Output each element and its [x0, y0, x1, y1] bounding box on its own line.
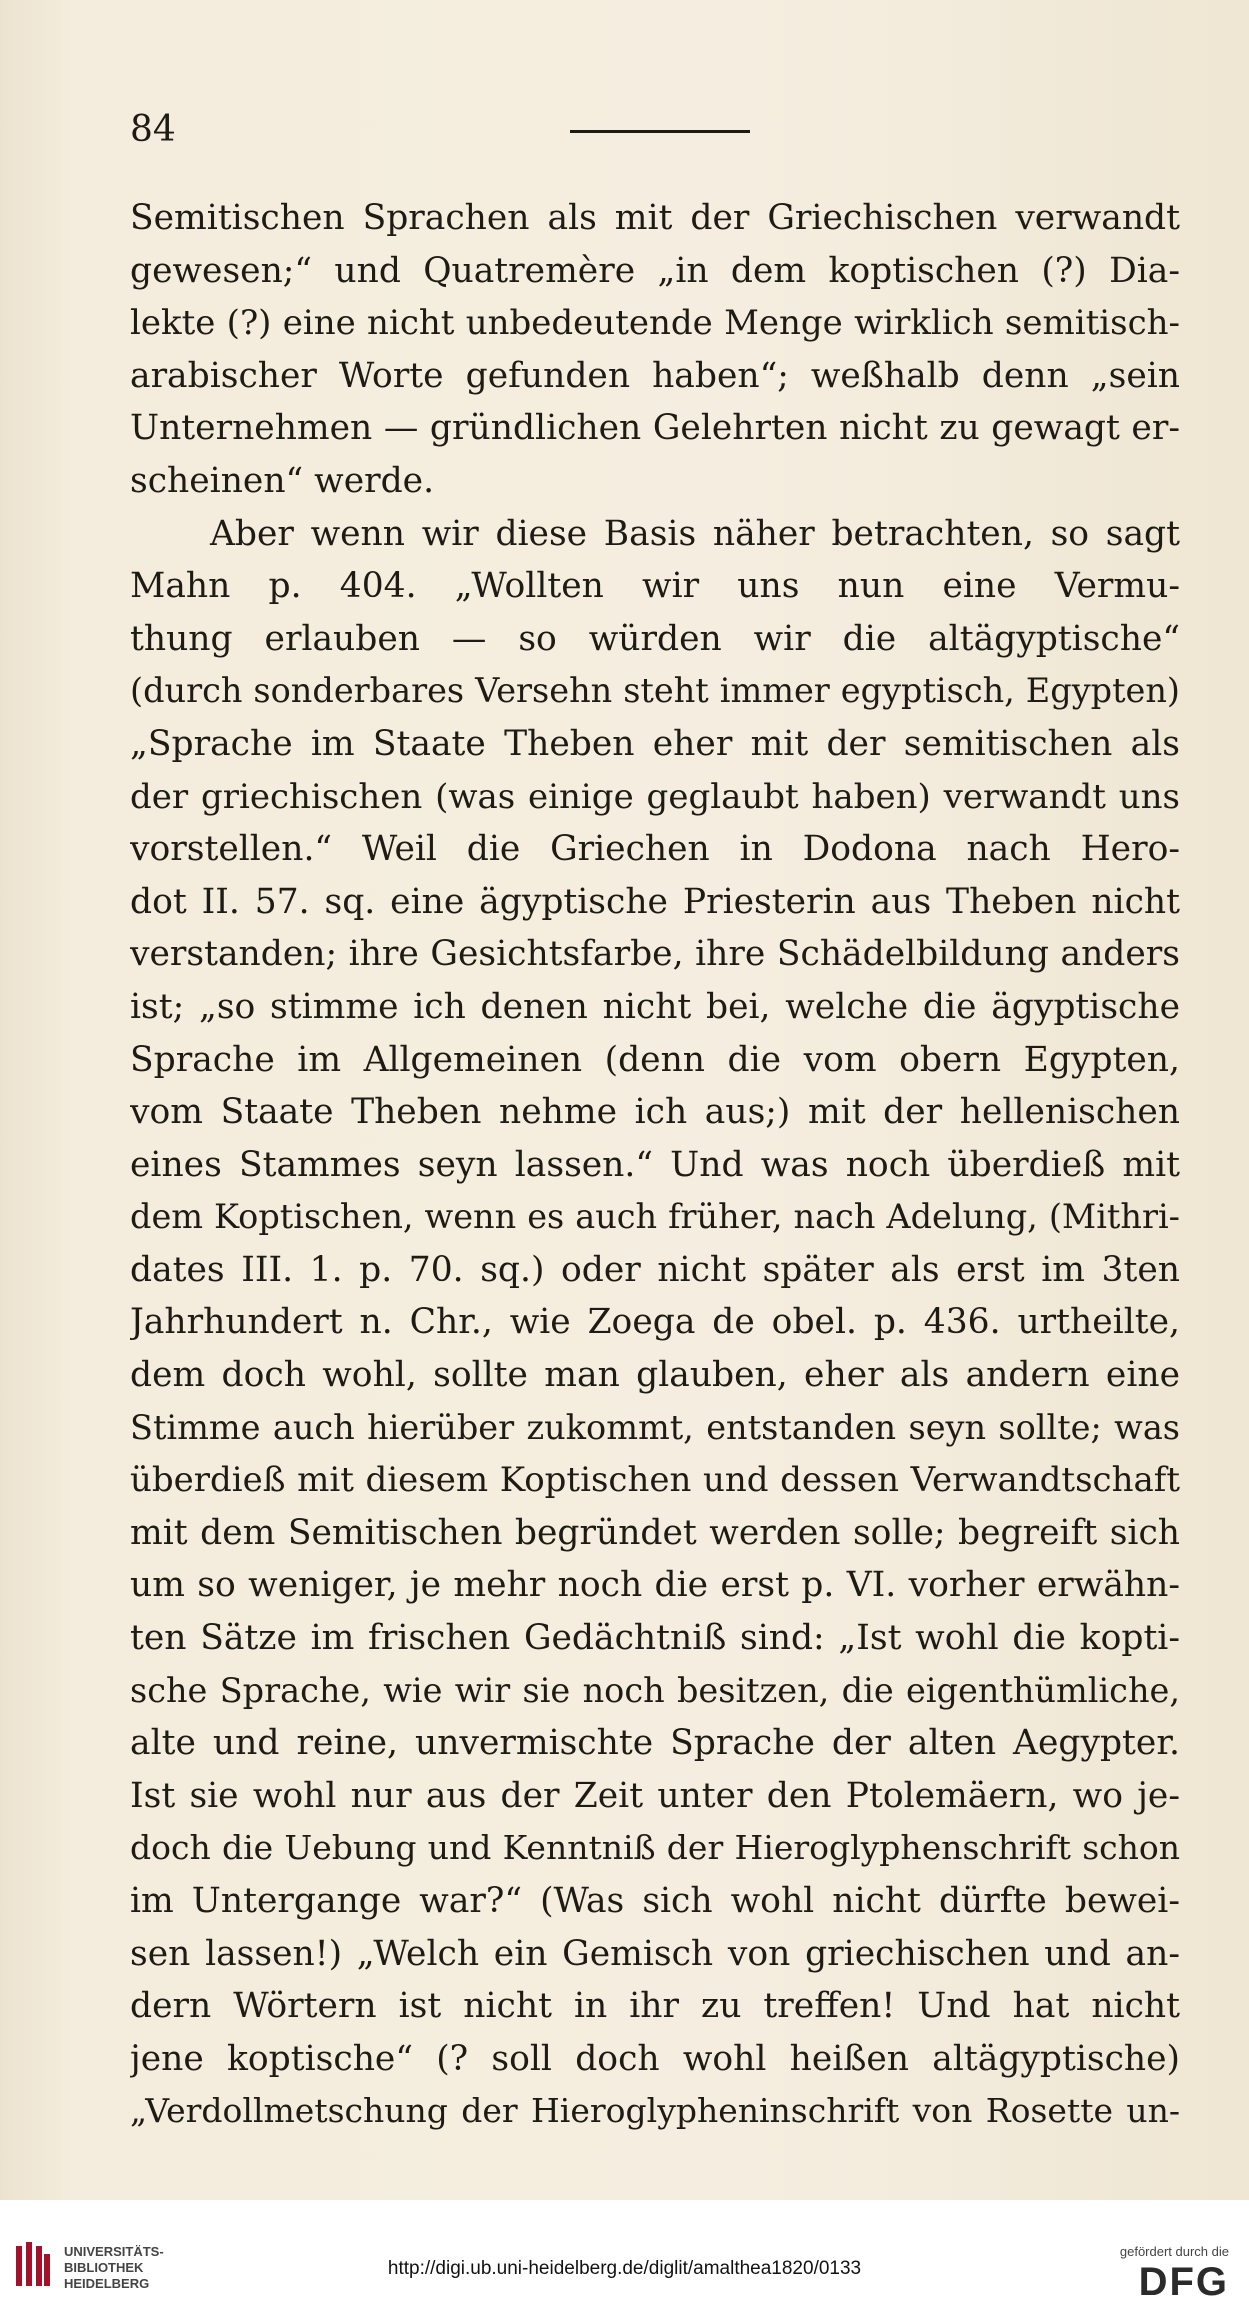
text-line: Semitischen Sprachen als mit der Griechischen verwandt — [130, 198, 1180, 238]
page-number: 84 — [130, 109, 176, 150]
text-line: sche Sprache, wie wir sie noch besitzen, die eigenthümliche, — [130, 1670, 1180, 1710]
body-text — [130, 192, 1180, 2138]
library-name-line: UNIVERSITÄTS- — [64, 2244, 164, 2259]
header-rule — [570, 130, 750, 133]
text-line: ist; „so stimme ich denen nicht bei, welche die ägyptische — [130, 986, 1180, 1027]
text-line: „Verdollmetschung der Hieroglypheninschrift von Rosette un- — [130, 2091, 1180, 2131]
text-line: dern Wörtern ist nicht in ihr zu treffen! Und hat nicht — [130, 1986, 1180, 2027]
library-name-line: HEIDELBERG — [64, 2276, 150, 2291]
text-line: Unternehmen — gründlichen Gelehrten nicht zu gewagt er- — [130, 408, 1180, 449]
digitization-footer — [0, 2200, 1249, 2320]
text-line: dem Koptischen, wenn es auch früher, nach Adelung, (Mithri- — [130, 1197, 1180, 1237]
text-line: Stimme auch hierüber zukommt, entstanden seyn sollte; was — [130, 1407, 1180, 1447]
text-line: im Untergange war?“ (Was sich wohl nicht dürfte bewei- — [130, 1881, 1180, 1921]
funding-text: gefördert durch die — [1119, 2244, 1229, 2259]
text-line: eines Stammes seyn lassen.“ Und was noch überdieß mit — [130, 1144, 1180, 1185]
dfg-logo: DFG — [1138, 2260, 1229, 2304]
text-line: der griechischen (was einige geglaubt haben) verwandt uns — [130, 776, 1180, 817]
text-line: überdieß mit diesem Koptischen und dessen Verwandtschaft — [130, 1460, 1180, 1501]
source-url-link[interactable]: http://digi.ub.uni-heidelberg.de/diglit/amalthea1820/0133 — [387, 2258, 862, 2279]
text-line: dot II. 57. sq. eine ägyptische Priesterin aus Theben nicht — [130, 881, 1180, 922]
text-line: „Sprache im Staate Theben eher mit der semitischen als — [130, 723, 1180, 764]
funding-note — [1089, 2244, 1229, 2304]
library-name-line: BIBLIOTHEK — [64, 2260, 144, 2275]
text-line: dates III. 1. p. 70. sq.) oder nicht später als erst im 3ten — [130, 1249, 1180, 1290]
page-header — [130, 108, 1180, 158]
text-line: ten Sätze im frischen Gedächtniß sind: „Ist wohl die kopti- — [130, 1618, 1180, 1659]
text-line: mit dem Semitischen begründet werden solle; begreift sich — [130, 1512, 1180, 1553]
text-line: lekte (?) eine nicht unbedeutende Menge wirklich semitisch- — [130, 303, 1180, 344]
text-line: Sprache im Allgemeinen (denn die vom obern Egypten, — [130, 1039, 1180, 1080]
text-line: Mahn p. 404. „Wollten wir uns nun eine Vermu- — [130, 566, 1180, 607]
text-line: verstanden; ihre Gesichtsfarbe, ihre Schädelbildung anders — [130, 934, 1180, 975]
text-line: vorstellen.“ Weil die Griechen in Dodona nach Hero- — [130, 829, 1180, 870]
text-line: vom Staate Theben nehme ich aus;) mit der hellenischen — [130, 1092, 1180, 1133]
text-line: Aber wenn wir diese Basis näher betrachten, so sagt — [210, 513, 1180, 554]
text-line: sen lassen!) „Welch ein Gemisch von griechischen und an- — [130, 1933, 1180, 1974]
text-line: dem doch wohl, sollte man glauben, eher als andern eine — [130, 1355, 1180, 1396]
text-line: (durch sonderbares Versehn steht immer egyptisch, Egypten) — [130, 671, 1180, 711]
text-line: Jahrhundert n. Chr., wie Zoega de obel. p. 436. urtheilte, — [130, 1302, 1180, 1343]
text-line: gewesen;“ und Quatremère „in dem koptischen (?) Dia- — [130, 250, 1180, 291]
text-line: Ist sie wohl nur aus der Zeit unter den Ptolemäern, wo je- — [130, 1775, 1180, 1816]
text-line: scheinen“ werde. — [130, 460, 435, 501]
text-line: alte und reine, unvermischte Sprache der alten Aegypter. — [130, 1723, 1180, 1764]
text-line: doch die Uebung und Kenntniß der Hieroglyphenschrift schon — [130, 1828, 1180, 1868]
text-line: arabischer Worte gefunden haben“; weßhalb denn „sein — [130, 355, 1180, 396]
text-line: jene koptische“ (? soll doch wohl heißen altägyptische) — [130, 2038, 1180, 2079]
text-line: um so weniger, je mehr noch die erst p. VI. vorher erwähn- — [130, 1565, 1180, 1606]
text-line: thung erlauben — so würden wir die altägyptische“ — [130, 618, 1180, 659]
